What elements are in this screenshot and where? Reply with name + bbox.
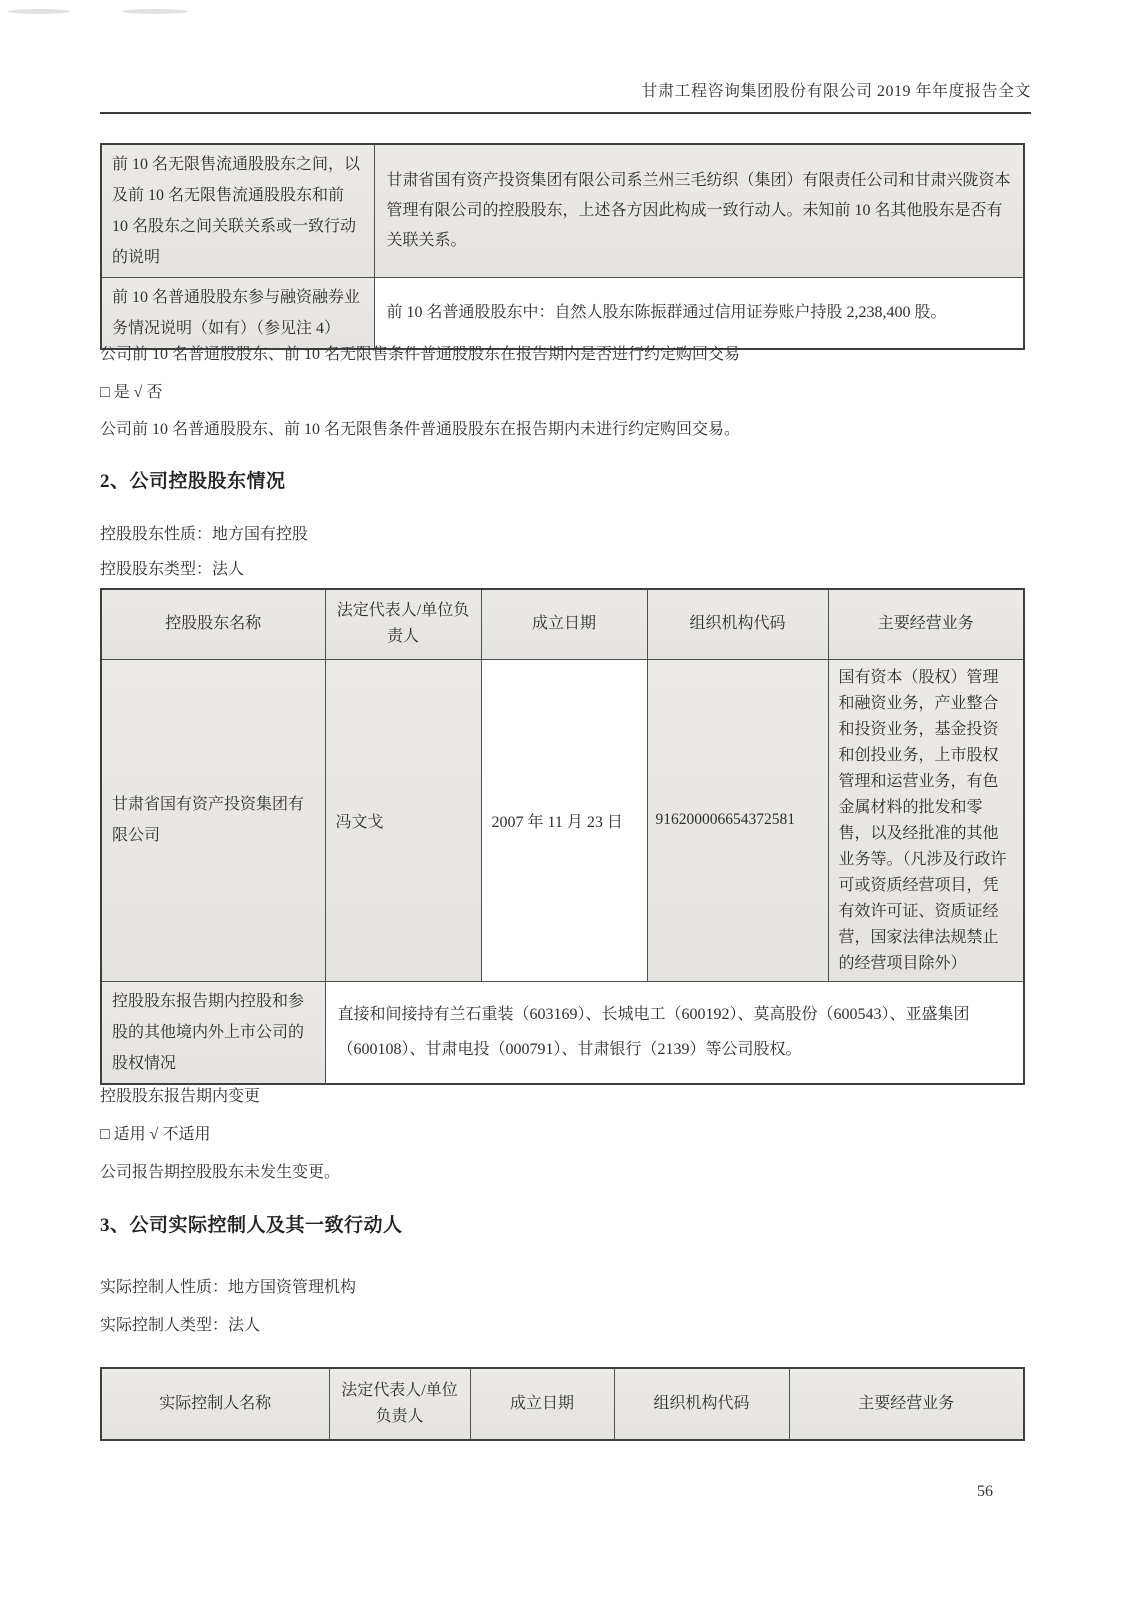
actual-controller-type: 实际控制人类型：法人 [100,1317,261,1334]
table-row [101,659,1024,981]
page-number: 56 [977,1483,993,1500]
header-cell-controller-name: 实际控制人名称 [101,1368,329,1440]
change-label: 控股股东报告期内变更 [100,1088,261,1105]
section-2-heading: 2、公司控股股东情况 [100,471,286,492]
shareholder-name-cell: 甘肃省国有资产投资集团有限公司 [101,659,325,981]
header-cell-shareholder-name: 控股股东名称 [101,589,325,659]
actual-controller-table [100,1367,1025,1441]
founding-date-cell: 2007 年 11 月 23 日 [481,659,647,981]
org-code-cell: 916200006654372581 [647,659,828,981]
actual-controller-nature: 实际控制人性质：地方国资管理机构 [100,1279,357,1296]
table-row [101,278,1024,350]
controlling-shareholder-table [100,588,1025,1085]
section-3-heading: 3、公司实际控制人及其一致行动人 [100,1215,403,1236]
controlling-shareholder-type: 控股股东类型：法人 [100,561,245,578]
main-business-cell: 国有资本（股权）管理和融资业务，产业整合和投资业务，基金投资和创投业务，上市股权管理和运营业务，有色金属材料的批发和零售，以及经批准的其他业务等。（凡涉及行政许可或资质经营项目，凭有效许可证、资质证经营，国家法律法规禁止的经营项目除外） [828,659,1024,981]
repurchase-question: 公司前 10 名普通股股东、前 10 名无限售条件普通股股东在报告期内是否进行约定购回交易 [100,346,741,363]
header-cell-main-business: 主要经营业务 [828,589,1024,659]
report-header-title: 甘肃工程咨询集团股份有限公司 2019 年年度报告全文 [641,83,1031,100]
change-options: □ 适用 √ 不适用 [100,1126,211,1143]
header-cell-legal-representative: 法定代表人/单位负责人 [325,589,481,659]
margin-trading-note-label: 前 10 名普通股股东参与融资融券业务情况说明（如有）（参见注 4） [101,278,374,350]
header-rule [100,112,1031,114]
table-header-row [101,589,1024,659]
related-party-note-label: 前 10 名无限售流通股股东之间，以及前 10 名无限售流通股股东和前 10 名股东之间关联关系或一致行动的说明 [101,144,374,278]
table-header-row [101,1368,1024,1440]
header-cell-org-code: 组织机构代码 [647,589,828,659]
scan-smudge [8,9,70,14]
equity-holdings-label: 控股股东报告期内控股和参股的其他境内外上市公司的股权情况 [101,981,325,1084]
header-cell-org-code: 组织机构代码 [614,1368,789,1440]
related-party-note-value: 甘肃省国有资产投资集团有限公司系兰州三毛纺织（集团）有限责任公司和甘肃兴陇资本管理有限公司的控股股东，上述各方因此构成一致行动人。未知前 10 名其他股东是否有关联关系。 [374,144,1024,278]
header-cell-founding-date: 成立日期 [470,1368,614,1440]
margin-trading-note-value: 前 10 名普通股股东中：自然人股东陈振群通过信用证券账户持股 2,238,400 股。 [374,278,1024,350]
scan-smudge [122,9,188,14]
table-row [101,981,1024,1084]
repurchase-answer: 公司前 10 名普通股股东、前 10 名无限售条件普通股股东在报告期内未进行约定购回交易。 [100,421,741,438]
header-cell-founding-date: 成立日期 [481,589,647,659]
controlling-shareholder-nature: 控股股东性质：地方国有控股 [100,526,309,543]
table-row [101,144,1024,278]
legal-representative-cell: 冯文戈 [325,659,481,981]
header-cell-main-business: 主要经营业务 [789,1368,1024,1440]
change-note: 公司报告期控股股东未发生变更。 [100,1164,341,1181]
top-shareholders-notes-table [100,143,1025,350]
equity-holdings-value: 直接和间接持有兰石重装（603169）、长城电工（600192）、莫高股份（600543）、亚盛集团（600108）、甘肃电投（000791）、甘肃银行（2139）等公司股权。 [325,981,1024,1084]
repurchase-options: □ 是 √ 否 [100,384,163,401]
header-cell-legal-representative: 法定代表人/单位负责人 [329,1368,470,1440]
